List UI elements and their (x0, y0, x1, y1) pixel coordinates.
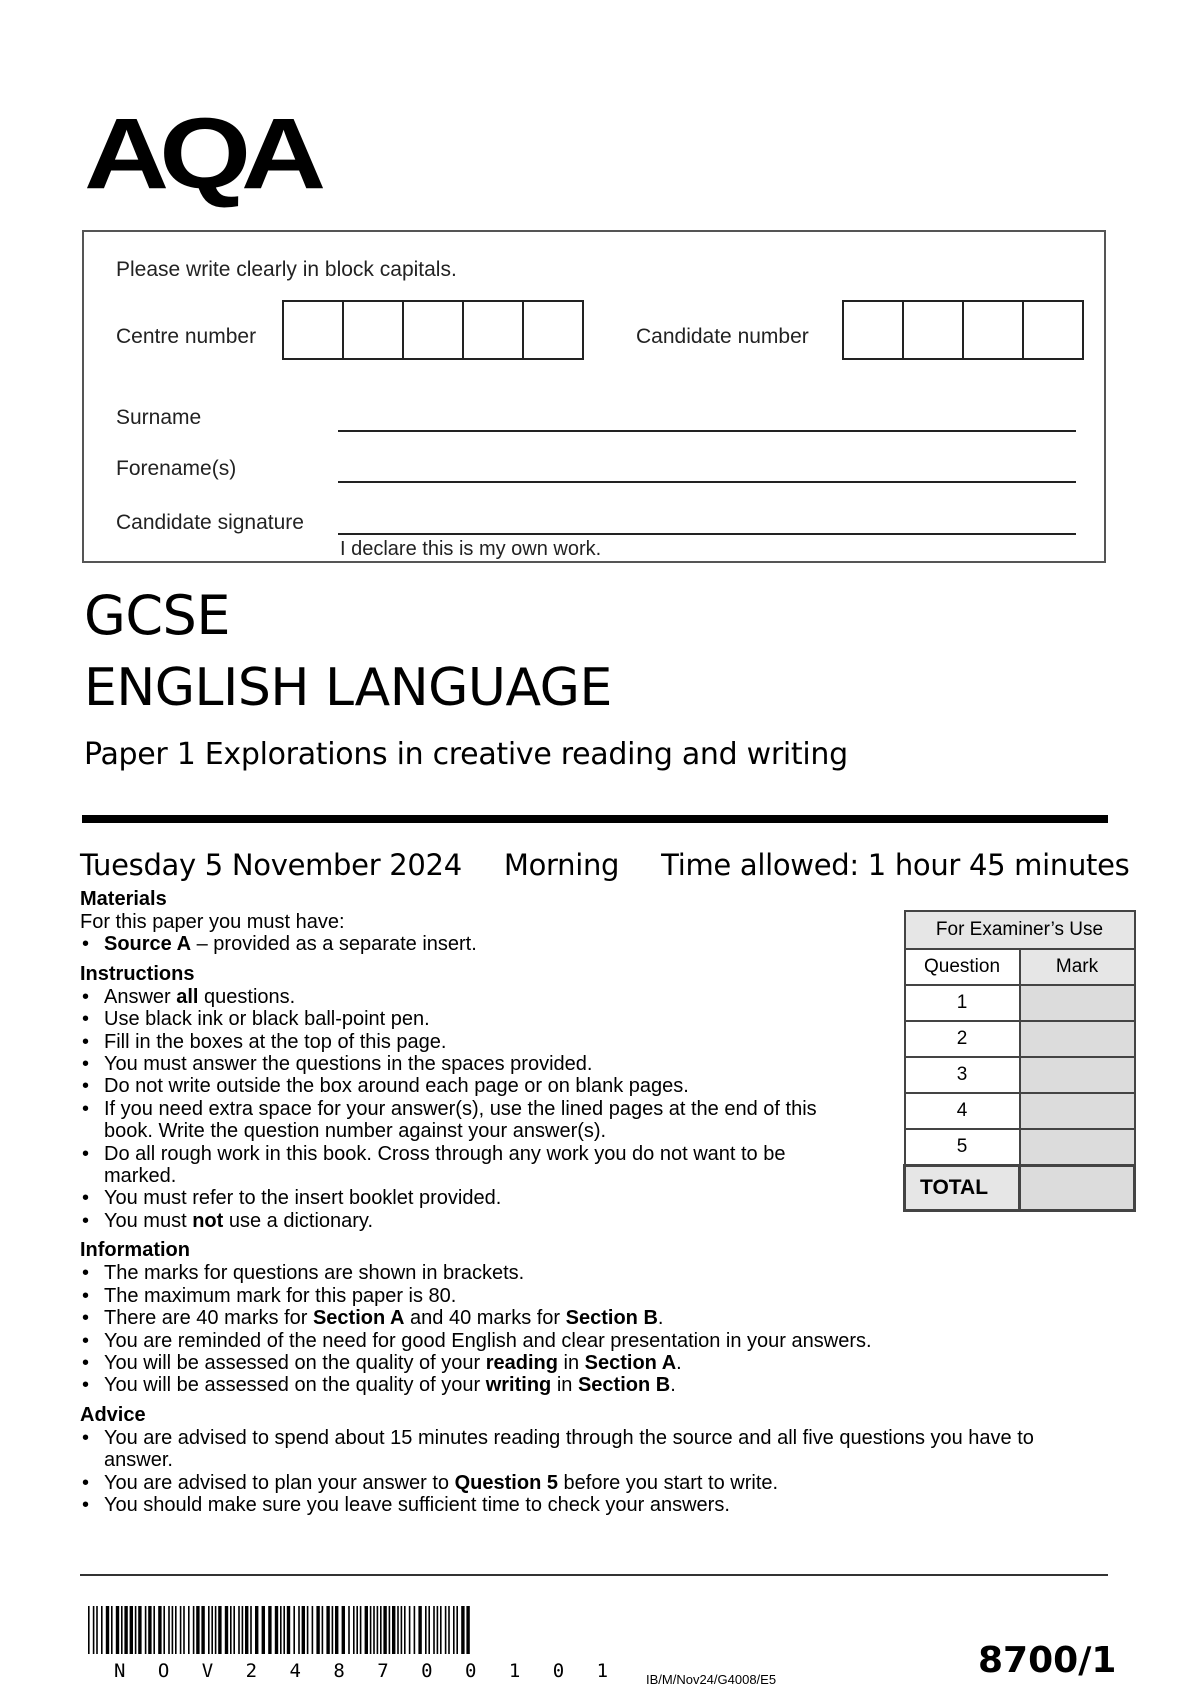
candidate-digit-box[interactable] (844, 302, 904, 358)
list-item: • You must answer the questions in the spaces provided. (80, 1053, 940, 1075)
list-item: • You must not use a dictionary. (80, 1210, 940, 1232)
list-item: • Use black ink or black ball-point pen. (80, 1008, 940, 1030)
declaration-text: I declare this is my own work. (340, 538, 602, 560)
centre-digit-box[interactable] (284, 302, 344, 358)
advice-heading: Advice (80, 1403, 146, 1426)
list-item: • You must refer to the insert booklet provided. (80, 1187, 940, 1209)
question-number: 2 (905, 1021, 1020, 1057)
list-item: • Answer all questions. (80, 986, 940, 1008)
information-list (80, 1262, 940, 1396)
exam-session: Morning (503, 848, 620, 882)
centre-digit-box[interactable] (404, 302, 464, 358)
signature-field[interactable] (338, 533, 1076, 535)
barcode-text: N O V 2 4 8 7 0 0 1 0 1 (114, 1660, 619, 1682)
list-item: • Do all rough work in this book. Cross through any work you do not want to be marked. (80, 1143, 856, 1188)
advice-list (80, 1426, 1034, 1517)
question-number: 1 (905, 985, 1020, 1021)
list-item: • You should make sure you leave sufficient time to check your answers. (80, 1494, 940, 1516)
materials-list (80, 933, 940, 955)
instructions-heading: Instructions (80, 962, 195, 985)
list-item: • Do not write outside the box around each page or on blank pages. (80, 1075, 940, 1097)
question-number: 3 (905, 1057, 1020, 1093)
total-mark-cell (1020, 1166, 1135, 1211)
examiner-use-table (903, 910, 1136, 1212)
question-number: 4 (905, 1093, 1020, 1129)
block-capitals-instruction: Please write clearly in block capitals. (116, 258, 457, 281)
list-item: • The marks for questions are shown in brackets. (80, 1262, 940, 1284)
list-item: • If you need extra space for your answer(s), use the lined pages at the end of this book. Write the question number against your answer(s). (80, 1098, 856, 1143)
mark-cell (1020, 1129, 1135, 1166)
list-item: • You are reminded of the need for good English and clear presentation in your answers. (80, 1330, 940, 1352)
barcode (88, 1606, 472, 1666)
candidate-digit-box[interactable] (1024, 302, 1082, 358)
table-row (905, 1057, 1135, 1093)
footer-divider (80, 1574, 1108, 1576)
paper-title: Paper 1 Explorations in creative reading and writing (84, 737, 848, 772)
candidate-number-boxes[interactable] (842, 300, 1084, 360)
centre-digit-box[interactable] (344, 302, 404, 358)
table-row (905, 1093, 1135, 1129)
centre-digit-box[interactable] (524, 302, 582, 358)
candidate-digit-box[interactable] (904, 302, 964, 358)
candidate-number-label: Candidate number (636, 325, 809, 348)
list-item: • Source A – provided as a separate insert. (80, 933, 940, 955)
list-item: • Fill in the boxes at the top of this page. (80, 1031, 940, 1053)
surname-field[interactable] (338, 430, 1076, 432)
total-label: TOTAL (905, 1166, 1020, 1211)
signature-label: Candidate signature (116, 511, 304, 534)
time-allowed: Time allowed: 1 hour 45 minutes (661, 848, 1130, 882)
table-row (905, 1166, 1135, 1211)
aqa-logo: AQA (84, 98, 317, 211)
information-heading: Information (80, 1239, 190, 1262)
list-item: • You will be assessed on the quality of your writing in Section B. (80, 1374, 940, 1396)
question-number: 5 (905, 1129, 1020, 1166)
table-row (905, 1021, 1135, 1057)
mark-cell (1020, 1021, 1135, 1057)
mark-cell (1020, 985, 1135, 1021)
exam-date-line (80, 848, 1130, 882)
forename-label: Forename(s) (116, 457, 237, 480)
list-item: • You will be assessed on the quality of your reading in Section A. (80, 1352, 940, 1374)
mark-cell (1020, 1057, 1135, 1093)
examiner-table-title: For Examiner’s Use (905, 911, 1135, 949)
list-item: • You are advised to spend about 15 minutes reading through the source and all five questions you have to answer. (80, 1427, 1104, 1472)
list-item: • You are advised to plan your answer to Question 5 before you start to write. (80, 1472, 940, 1494)
title-divider (82, 815, 1108, 823)
list-item: • There are 40 marks for Section A and 40 marks for Section B. (80, 1307, 940, 1329)
materials-heading: Materials (80, 888, 167, 910)
centre-number-label: Centre number (116, 325, 257, 348)
instructions-list (80, 986, 940, 1232)
table-row (905, 1129, 1135, 1166)
materials-intro: For this paper you must have: (80, 911, 345, 933)
list-item: • The maximum mark for this paper is 80. (80, 1285, 940, 1307)
centre-digit-box[interactable] (464, 302, 524, 358)
centre-number-boxes[interactable] (282, 300, 584, 360)
paper-code: 8700/1 (978, 1640, 1117, 1681)
exam-date: Tuesday 5 November 2024 (80, 848, 462, 882)
mark-cell (1020, 1093, 1135, 1129)
question-column-header: Question (905, 949, 1020, 985)
qualification-title: GCSE (84, 584, 230, 647)
surname-label: Surname (116, 406, 202, 429)
forename-field[interactable] (338, 481, 1076, 483)
subject-title: ENGLISH LANGUAGE (84, 658, 612, 718)
document-reference: IB/M/Nov24/G4008/E5 (646, 1672, 777, 1687)
mark-column-header: Mark (1020, 949, 1135, 985)
table-row (905, 985, 1135, 1021)
candidate-digit-box[interactable] (964, 302, 1024, 358)
